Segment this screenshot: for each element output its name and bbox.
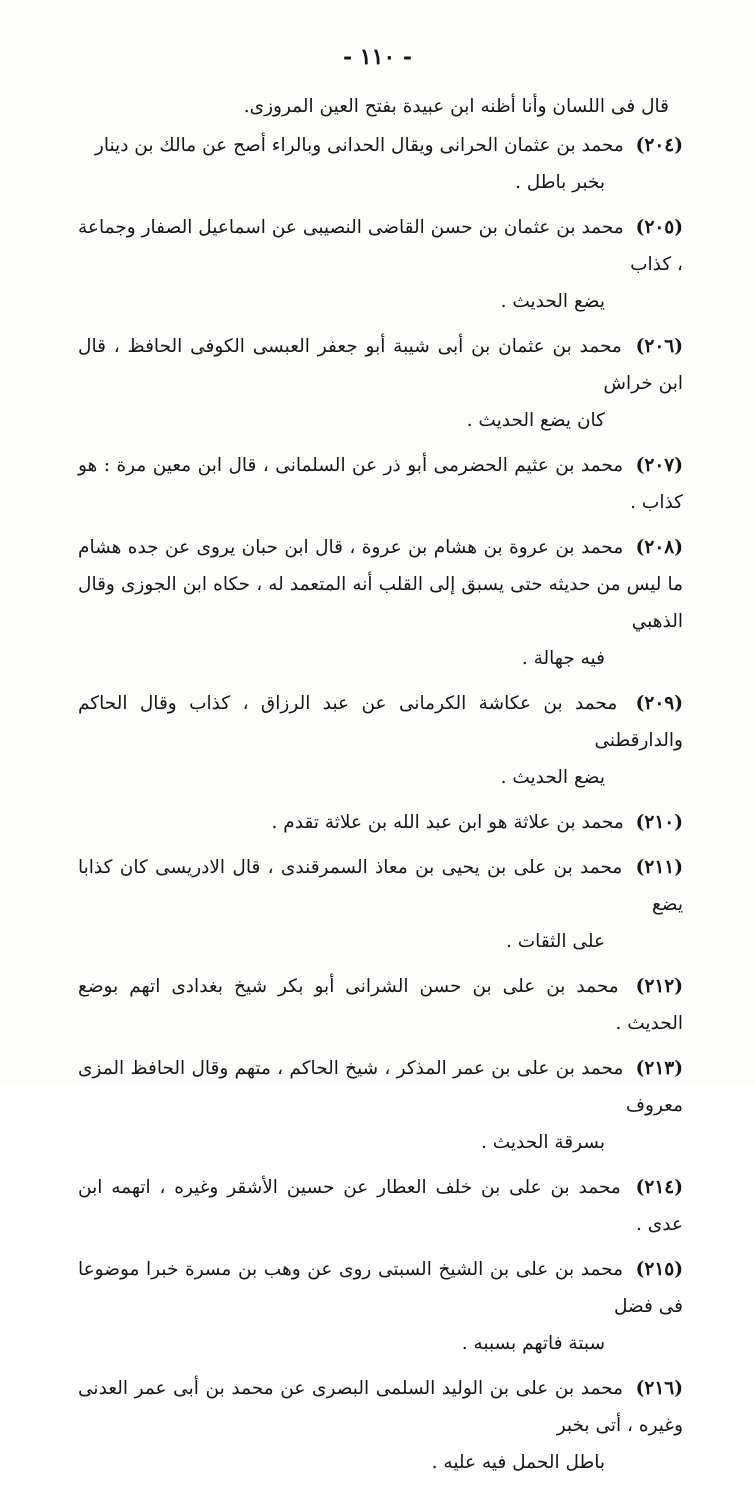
entry-number: (٢٠٩) bbox=[635, 693, 683, 714]
entry-text: محمد بن على بن يحيى بن معاذ السمرقندى ، قال الادريسى كان كذابا يضع bbox=[78, 857, 683, 915]
entry-text: محمد بن عثمان الحرانى ويقال الحدانى وبالراء أصح عن مالك بن دينار bbox=[94, 135, 624, 156]
page-body bbox=[78, 88, 683, 1489]
entry-206 bbox=[78, 328, 683, 439]
entry-text: محمد بن على بن عمر المذكر ، شيخ الحاكم ، متهم وقال الحافظ المزى معروف bbox=[78, 1058, 683, 1116]
entry-continuation: بخبر باطل . bbox=[514, 172, 605, 193]
entry-continuation: باطل الحمل فيه عليه . bbox=[431, 1452, 605, 1473]
entry-text: محمد بن على بن الوليد السلمى البصرى عن محمد بن أبى عمر العدنى وغيره ، أتى بخبر bbox=[78, 1378, 683, 1436]
entry-204 bbox=[78, 127, 683, 201]
entry-212 bbox=[78, 968, 683, 1042]
entry-number: (٢٠٤) bbox=[635, 135, 683, 156]
entry-continuation: فيه جهالة . bbox=[521, 648, 605, 669]
entry-text: محمد بن عثمان بن أبى شيبة أبو جعفر العبسى الكوفى الحافظ ، قال ابن خراش bbox=[78, 336, 683, 394]
entry-207 bbox=[78, 447, 683, 521]
entry-text: محمد بن عثيم الحضرمى أبو ذر عن السلمانى ، قال ابن معين مرة : هو كذاب . bbox=[78, 455, 683, 513]
entry-210 bbox=[78, 804, 683, 841]
entry-number: (٢١٢) bbox=[635, 976, 684, 997]
entry-text: محمد بن على بن حسن الشرانى أبو بكر شيخ بغدادى اتهم بوضع الحديث . bbox=[78, 976, 683, 1034]
intro-line: قال فى اللسان وأنا أظنه ابن عبيدة بفتح العين المروزى. bbox=[243, 96, 669, 117]
entry-text: محمد بن عروة بن هشام بن عروة ، قال ابن حبان يروى عن جده هشام ما ليس من حديثه حتى يسبق إلى القلب أنه المتعمد له ، حكاه ابن الجوزى وقال الذهبي bbox=[78, 537, 683, 632]
entry-number: (٢١٤) bbox=[635, 1177, 683, 1198]
entry-215 bbox=[78, 1251, 683, 1362]
entry-216 bbox=[78, 1370, 683, 1481]
entry-214 bbox=[78, 1169, 683, 1243]
entry-number: (٢٠٥) bbox=[635, 217, 684, 238]
entry-211 bbox=[78, 849, 683, 960]
entry-continuation: يضع الحديث . bbox=[500, 767, 605, 788]
entry-number: (٢٠٦) bbox=[635, 336, 683, 357]
entry-213 bbox=[78, 1050, 683, 1161]
entry-continuation: كان يضع الحديث . bbox=[466, 410, 605, 431]
entry-209 bbox=[78, 685, 683, 796]
entry-number: (٢١٥) bbox=[635, 1259, 683, 1280]
entry-208 bbox=[78, 529, 683, 677]
entry-number: (٢١٦) bbox=[635, 1378, 683, 1399]
page-number: - ١١٠ - bbox=[342, 44, 413, 70]
entry-205 bbox=[78, 209, 683, 320]
entry-text: محمد بن علاثة هو ابن عبد الله بن علاثة تقدم . bbox=[271, 812, 624, 833]
entry-continuation: سبتة فاتهم بسببه . bbox=[461, 1333, 605, 1354]
entry-continuation: بسرقة الحديث . bbox=[480, 1132, 605, 1153]
entry-number: (٢١٣) bbox=[635, 1058, 683, 1079]
entry-text: محمد بن على بن الشيخ السبتى روى عن وهب بن مسرة خبرا موضوعا فى فضل bbox=[78, 1259, 683, 1317]
entry-text: محمد بن على بن خلف العطار عن حسين الأشقر وغيره ، اتهمه ابن عدى . bbox=[78, 1177, 683, 1235]
entry-number: (٢٠٨) bbox=[635, 537, 683, 558]
entry-text: محمد بن عثمان بن حسن القاضى النصيبى عن اسماعيل الصفار وجماعة ، كذاب bbox=[78, 217, 683, 275]
entry-text: محمد بن عكاشة الكرمانى عن عبد الرزاق ، كذاب وقال الحاكم والدارقطنى bbox=[78, 693, 683, 751]
entry-continuation: يضع الحديث . bbox=[500, 291, 605, 312]
entry-number: (٢١١) bbox=[635, 857, 683, 878]
entry-number: (٢٠٧) bbox=[635, 455, 683, 476]
entry-number: (٢١٠) bbox=[635, 812, 683, 833]
entry-continuation: على الثقات . bbox=[506, 931, 605, 952]
